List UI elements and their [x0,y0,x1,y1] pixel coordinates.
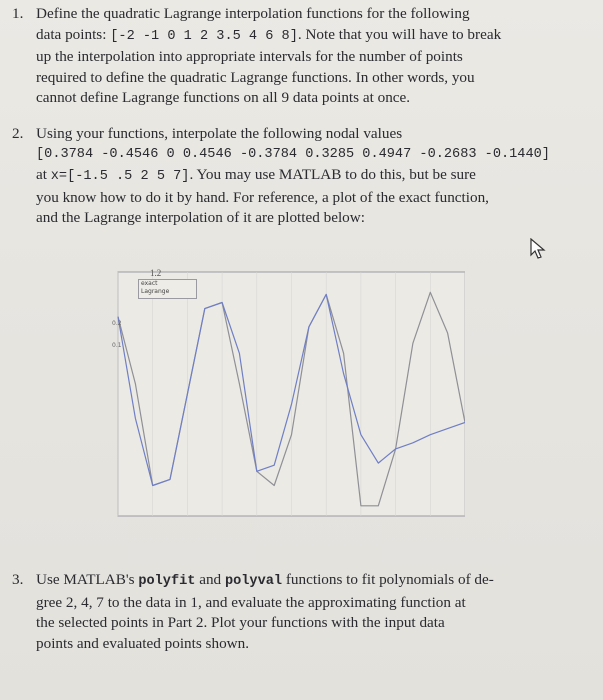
question-3 [12,570,592,654]
q3-line-2: gree 2, 4, 7 to the data in 1, and evaluate the approximating function at [36,593,466,611]
question-1-number: 1. [12,5,24,22]
legend-entry-exact: exact [141,280,158,287]
question-3-number: 3. [12,571,24,588]
chart [110,268,465,518]
q2-at-label: at [36,166,51,183]
legend-entry-lagrange: Lagrange [141,288,170,295]
q3-text-c: and [195,571,225,588]
q1-line-2 [36,25,592,48]
question-2 [12,124,592,244]
q1-line-5: cannot define Lagrange functions on all 9 data points at once. [36,89,411,106]
question-1-text [36,4,592,109]
q3-text-e: functions to fit polynomials of de- [282,571,494,588]
q3-line-3: the selected points in Part 2. Plot your functions with the input data [36,614,445,631]
q2-line-3 [36,165,592,188]
polyval-code: polyval [224,574,283,589]
q1-line-3: up the interpolation into appropriate intervals for the number of points [36,48,463,65]
q3-text-a: Use MATLAB's [36,571,139,588]
y-tick-label: 0.1 [112,342,122,349]
q1-line-1: Define the quadratic Lagrange interpolation functions for the following [36,5,470,22]
q3-line-4: points and evaluated points shown. [36,634,250,652]
q1-datapoints-label: data points: [36,25,111,43]
q1-datapoints-note: . Note that you will have to break [297,25,502,43]
question-1 [12,4,592,108]
plot-top-label: 1.2 [150,268,162,278]
q3-line-1 [36,570,592,593]
question-2-text [36,124,592,229]
q2-x-values: x=[-1.5 .5 2 5 7] [50,169,190,184]
y-tick-label: 0.2 [112,320,122,327]
q2-nodal-values: [0.3784 -0.4546 0 0.4546 -0.3784 0.3285 0.4947 -0.2683 -0.1440] [36,146,550,162]
mouse-cursor-icon [530,238,546,260]
polyfit-code: polyfit [138,574,196,589]
q1-line-4: required to define the quadratic Lagrange functions. In other words, you [36,68,475,86]
question-3-text [36,570,592,654]
question-2-number: 2. [12,125,24,142]
q1-datapoints-code: [-2 -1 0 1 2 3.5 4 6 8] [110,28,298,44]
legend [138,279,197,299]
q2-line-5: and the Lagrange interpolation of it are plotted below: [36,209,365,226]
q2-line-1: Using your functions, interpolate the following nodal values [36,125,403,142]
q2-matlab-note: . You may use MATLAB to do this, but be sure [189,166,476,183]
q2-line-4: you know how to do it by hand. For reference, a plot of the exact function, [36,188,489,206]
